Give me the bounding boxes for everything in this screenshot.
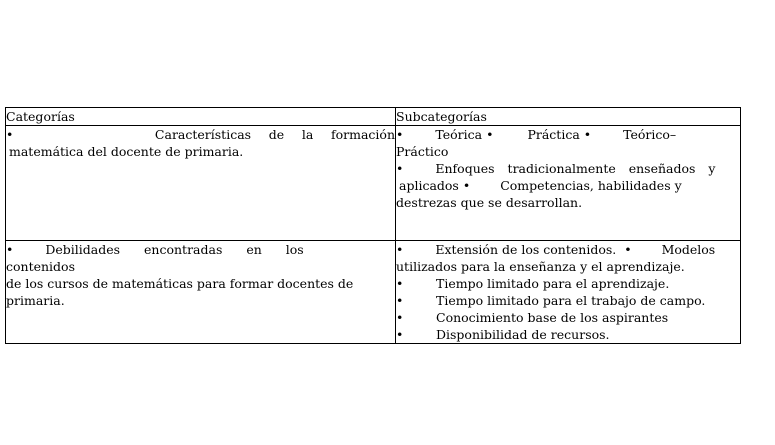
bullet: • bbox=[486, 127, 494, 142]
subcategory-enfoques: Enfoques tradicionalmente enseñados y bbox=[435, 161, 716, 176]
categories-table bbox=[5, 107, 741, 344]
table-row bbox=[6, 241, 741, 344]
list-item-text: Tiempo limitado para el trabajo de campo. bbox=[436, 293, 706, 308]
category-text-2: de los cursos de matemáticas para formar docentes de bbox=[6, 276, 354, 291]
bullet: • bbox=[396, 293, 404, 308]
subcategory-modelos-cont: utilizados para la enseñanza y el aprendizaje. bbox=[396, 259, 685, 274]
subcategory-cell bbox=[396, 126, 741, 241]
subcategory-line bbox=[396, 177, 740, 194]
category-line bbox=[6, 126, 395, 143]
list-item-text: Tiempo limitado para el aprendizaje. bbox=[436, 276, 670, 291]
header-subcategorias: Subcategorías bbox=[396, 108, 741, 126]
subcategory-practico: Práctico bbox=[396, 144, 449, 159]
bullet: • bbox=[583, 127, 592, 142]
bullet: • bbox=[6, 127, 14, 142]
bullet: • bbox=[396, 276, 404, 291]
header-categorias: Categorías bbox=[6, 108, 396, 126]
category-text-2: matemática del docente de primaria. bbox=[9, 144, 244, 159]
category-text-1: Debilidades encontradas en los contenidos bbox=[6, 242, 304, 274]
subcategory-teorica: Teórica bbox=[435, 127, 483, 142]
bullet: • bbox=[624, 242, 632, 257]
category-cell bbox=[6, 126, 396, 241]
subcategory-teorico: Teórico– bbox=[623, 127, 677, 142]
subcategory-practica: Práctica bbox=[527, 127, 580, 142]
list-item bbox=[396, 275, 740, 292]
bullet: • bbox=[396, 161, 404, 176]
header-row bbox=[6, 108, 741, 126]
subcategory-line bbox=[396, 241, 740, 258]
table-row bbox=[6, 126, 741, 241]
bullet: • bbox=[396, 327, 404, 342]
category-text-3: primaria. bbox=[6, 293, 65, 308]
list-item bbox=[396, 326, 740, 343]
bullet: • bbox=[6, 242, 14, 257]
subcategory-destrezas: destrezas que se desarrollan. bbox=[396, 195, 583, 210]
category-text-1: Características de la formación bbox=[154, 127, 395, 142]
bullet: • bbox=[462, 178, 471, 193]
list-item bbox=[396, 309, 740, 326]
bullet: • bbox=[396, 310, 404, 325]
bullet: • bbox=[396, 242, 404, 257]
subcategory-cell bbox=[396, 241, 741, 344]
category-line bbox=[6, 241, 395, 275]
list-item bbox=[396, 292, 740, 309]
subcategory-aplicados: aplicados bbox=[399, 178, 459, 193]
subcategory-modelos: Modelos bbox=[661, 242, 716, 257]
category-cell bbox=[6, 241, 396, 344]
subcategory-line bbox=[396, 126, 740, 143]
subcategory-competencias: Competencias, habilidades y bbox=[500, 178, 682, 193]
subcategory-extension: Extensión de los contenidos. bbox=[435, 242, 617, 257]
bullet: • bbox=[396, 127, 404, 142]
list-item-text: Disponibilidad de recursos. bbox=[436, 327, 610, 342]
subcategory-line bbox=[396, 160, 740, 177]
list-item-text: Conocimiento base de los aspirantes bbox=[436, 310, 669, 325]
